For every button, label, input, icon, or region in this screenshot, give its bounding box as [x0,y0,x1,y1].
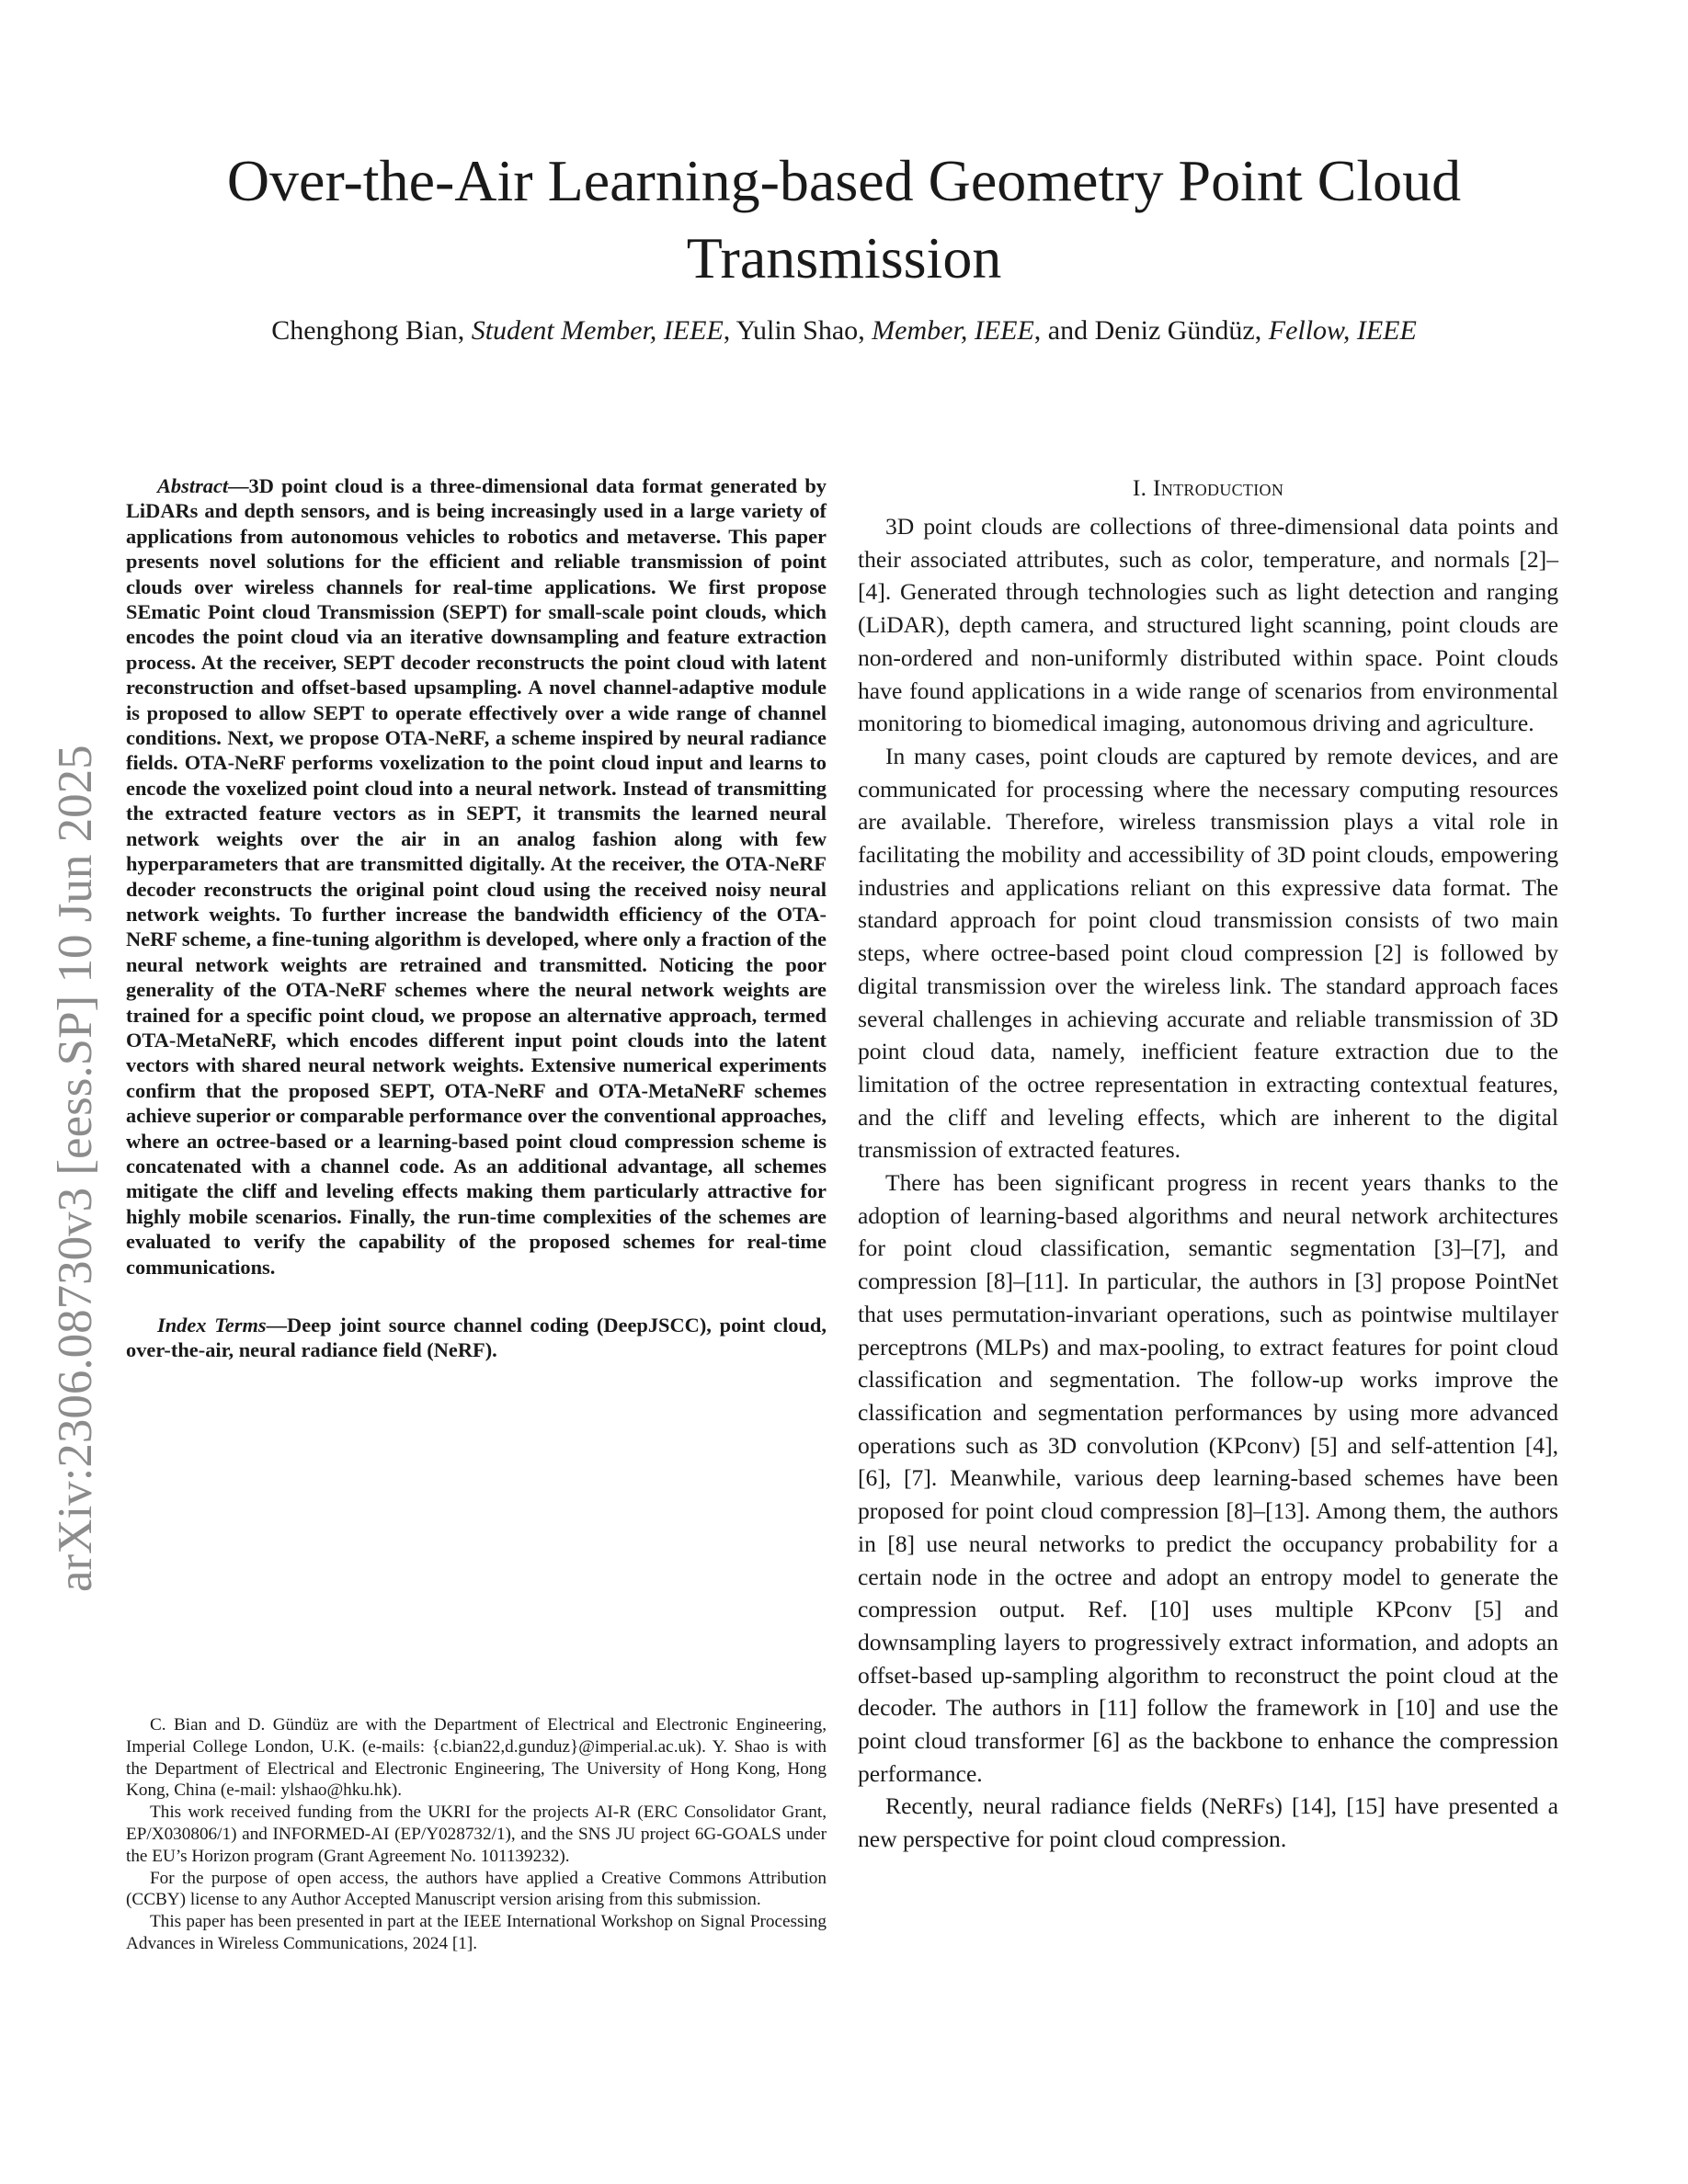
index-terms [126,1313,827,1363]
right-column [858,473,1558,1856]
footnote-presentation: This paper has been presented in part at the IEEE International Workshop on Signal Processing Advances in Wireless Communications, 2024 [1]. [126,1912,827,1953]
author-name: Chenghong Bian [271,315,458,346]
index-terms-text: —Deep joint source channel coding (DeepJSCC), point cloud, over-the-air, neural radiance field (NeRF). [126,1314,827,1362]
abstract-text: —3D point cloud is a three-dimensional data format generated by LiDARs and depth sensors, and is being increasingly used in a large variety of applications from autonomous vehicles to robotics and metaverse. This paper presents novel solutions for the efficient and reliable transmission of point clouds over wireless channels for real-time applications. We first propose SEmatic Point cloud Transmission (SEPT) for small-scale point clouds, which encodes the point cloud via an iterative downsampling and feature extraction process. At the receiver, SEPT decoder reconstructs the point cloud with latent reconstruction and offset-based upsampling. A novel channel-adaptive module is proposed to allow SEPT to operate effectively over a wide range of channel conditions. Next, we propose OTA-NeRF, a scheme inspired by neural radiance fields. OTA-NeRF performs voxelization to the point cloud input and learns to encode the voxelized point cloud into a neural network. Instead of transmitting the extracted feature vectors as in SEPT, it transmits the learned neural network weights over the air in an analog fashion along with few hyperparameters that are transmitted digitally. At the receiver, the OTA-NeRF decoder reconstructs the original point cloud using the received noisy neural network weights. To further increase the bandwidth efficiency of the OTA-NeRF scheme, a fine-tuning algorithm is developed, where only a fraction of the neural network weights are retrained and transmitted. Noticing the poor generality of the OTA-NeRF schemes where the neural network weights are trained for a specific point cloud, we propose an alternative approach, termed OTA-MetaNeRF, which encodes different input point clouds into the latent vectors with shared neural network weights. Extensive numerical experiments confirm that the proposed SEPT, OTA-NeRF and OTA-MetaNeRF schemes achieve superior or comparable performance over the conventional approaches, where an octree-based or a learning-based point cloud compression scheme is concatenated with a channel code. As an additional advantage, all schemes mitigate the cliff and leveling effects making them particularly attractive for highly mobile scenarios. Finally, the run-time complexities of the schemes are evaluated to verify the capability of the proposed schemes for real-time communications. [126,474,827,1279]
author-separator: , [457,315,472,346]
author-name: Deniz Gündüz [1094,315,1255,346]
footnote-open-access: For the purpose of open access, the authors have applied a Creative Commons Attribution (CCBY) license to any Author Accepted Manuscript version arising from this submission. [126,1868,827,1910]
introduction-body [858,510,1558,1856]
intro-paragraph-2: In many cases, point clouds are captured by remote devices, and are communicated for processing where the necessary computing resources are available. Therefore, wireless transmission plays a vital role in facilitating the mobility and accessibility of 3D point clouds, empowering industries and applications reliant on this expressive data format. The standard approach for point cloud transmission consists of two main steps, where octree-based point cloud compression [2] is followed by digital transmission over the wireless link. The standard approach faces several challenges in achieving accurate and reliable transmission of 3D point cloud data, namely, inefficient feature extraction due to the limitation of the octree representation in extracting contextual features, and the cliff and leveling effects, which are inherent to the digital transmission of extracted features. [858,742,1558,1164]
footnote-funding: This work received funding from the UKRI for the projects AI-R (ERC Consolidator Grant, EP/X030806/1) and INFORMED-AI (EP/Y028732/1), and the SNS JU project 6G-GOALS under the EU’s Horizon program (Grant Agreement No. 101139232). [126,1803,827,1866]
intro-paragraph-3: There has been significant progress in recent years thanks to the adoption of learning-based algorithms and neural network architectures for point cloud classification, semantic segmentation [3]–[7], and compression [8]–[11]. In particular, the authors in [3] propose PointNet that uses permutation-invariant operations, such as pointwise multilayer perceptrons (MLPs) and max-pooling, to extract features for point cloud classification and segmentation. The follow-up works improve the classification and segmentation performances by using more advanced operations such as 3D convolution (KPconv) [5] and self-attention [4], [6], [7]. Meanwhile, various deep learning-based schemes have been proposed for point cloud compression [8]–[13]. Among them, the authors in [8] use neural networks to predict the occupancy probability for a certain node in the octree and adopt an entropy model to generate the compression output. Ref. [10] uses multiple KPconv [5] and downsampling layers to progressively extract information, and adopts an offset-based up-sampling algorithm to reconstruct the point cloud at the decoder. The authors in [11] follow the framework in [10] and use the point cloud transformer [6] as the backbone to enhance the compression performance. [858,1169,1558,1787]
paper-title: Over-the-Air Learning-based Geometry Point Cloud Transmission [226,148,1462,290]
section-title: Introduction [1153,474,1284,501]
author-separator: , [1254,315,1269,346]
section-heading-introduction [858,473,1558,503]
author-role: Fellow, IEEE [1268,315,1417,346]
author-role: Student Member, IEEE [471,315,724,346]
author-line [92,313,1596,349]
footnotes [126,1714,827,1955]
intro-paragraph-1: 3D point clouds are collections of three-dimensional data points and their associated attributes, such as color, temperature, and normals [2]–[4]. Generated through technologies such as light detection and ranging (LiDAR), depth camera, and structured light scanning, point clouds are non-ordered and non-uniformly distributed within space. Point clouds have found applications in a wide range of scenarios from environmental monitoring to biomedical imaging, autonomous driving and agriculture. [858,513,1558,737]
footnote-affiliations: C. Bian and D. Gündüz are with the Department of Electrical and Electronic Engineering, Imperial College London, U.K. (e-mails: {c.bian22,d.gunduz}@imperial.ac.uk). Y. Shao is with the Department of Electrical and Electronic Engineering, The University of Hong Kong, Hong Kong, China (e-mail: ylshao@hku.hk). [126,1715,827,1801]
abstract-label: Abstract [157,474,229,497]
index-terms-label: Index Terms [157,1314,267,1337]
author-name: Yulin Shao [736,315,859,346]
arxiv-identifier: arXiv:2306.08730v3 [eess.SP] 10 Jun 2025 [49,745,102,1592]
author-role: Member, IEEE [872,315,1034,346]
author-separator: , and [1033,315,1095,346]
left-column [126,473,827,1383]
author-separator: , [858,315,873,346]
intro-paragraph-4: Recently, neural radiance fields (NeRFs) [14], [15] have presented a new perspective for point cloud compression. [858,1792,1558,1853]
section-numeral: I. [1132,474,1154,501]
author-separator: , [723,315,736,346]
abstract [126,473,827,1280]
